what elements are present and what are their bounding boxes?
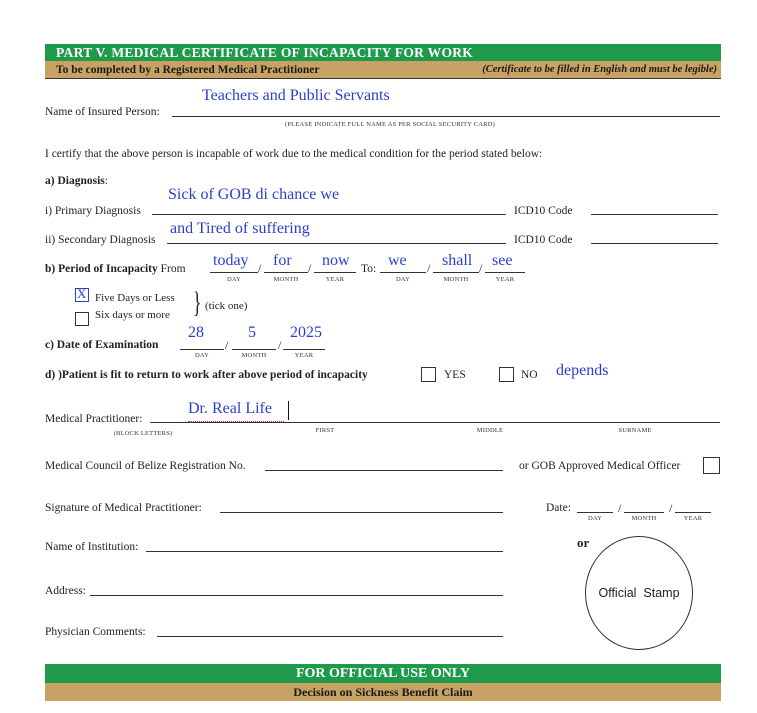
part-title-bar [45, 44, 721, 61]
sig-date-year-line[interactable] [675, 512, 711, 513]
fit-no-checkbox[interactable] [499, 367, 514, 382]
to-label: To: [361, 263, 377, 275]
primary-icd-line[interactable] [591, 214, 718, 215]
certify-text: I certify that the above person is incapable of work due to the medical condition for the period stated below: [45, 148, 543, 160]
official-use-bar [45, 664, 721, 683]
primary-diagnosis-value[interactable]: Sick of GOB di chance we [168, 186, 340, 203]
sig-date-month-line[interactable] [624, 512, 664, 513]
diagnosis-heading: a) Diagnosis: [45, 175, 108, 187]
or-label: or [577, 535, 590, 550]
signature-label: Signature of Medical Practitioner: [45, 502, 202, 514]
six-days-checkbox[interactable] [75, 312, 89, 326]
registration-line[interactable] [265, 470, 503, 471]
period-heading: b) Period of Incapacity From [45, 263, 186, 275]
sig-date-day-line[interactable] [577, 512, 613, 513]
signature-line[interactable] [220, 512, 503, 513]
sig-slash-2: / [669, 501, 673, 515]
to-slash-1: / [427, 261, 431, 275]
from-slash-1: / [258, 261, 262, 275]
to-day-caption: DAY [395, 276, 411, 283]
part-title: PART V. MEDICAL CERTIFICATE OF INCAPACITY FOR WORK [56, 45, 474, 60]
five-days-mark: X [77, 286, 87, 301]
subtitle-right: (Certificate to be filled in English and must be legible) [482, 64, 717, 75]
practitioner-cursor [288, 401, 289, 420]
from-month-caption: MONTH [273, 276, 299, 283]
to-day-line [380, 272, 426, 273]
exam-slash-1: / [225, 338, 229, 352]
secondary-diagnosis-line [167, 243, 506, 244]
to-month-line [433, 272, 479, 273]
exam-day-line [180, 349, 224, 350]
practitioner-cap-middle: MIDDLE [476, 427, 504, 434]
from-day-value[interactable]: today [213, 252, 249, 269]
to-year-value[interactable]: see [492, 252, 513, 269]
spellcheck-underline [188, 421, 284, 422]
fit-yes-label: YES [444, 369, 466, 381]
sig-slash-1: / [618, 501, 622, 515]
insured-value[interactable]: Teachers and Public Servants [202, 87, 390, 104]
from-slash-2: / [308, 261, 312, 275]
comments-label: Physician Comments: [45, 626, 146, 638]
official-stamp-text: Official Stamp [598, 586, 680, 600]
fit-yes-checkbox[interactable] [421, 367, 436, 382]
from-day-caption: DAY [226, 276, 242, 283]
six-days-label: Six days or more [95, 309, 170, 321]
exam-slash-2: / [278, 338, 282, 352]
exam-month-caption: MONTH [241, 352, 267, 359]
from-year-caption: YEAR [325, 276, 345, 283]
insured-caption: (PLEASE INDICATE FULL NAME AS PER SOCIAL SECURITY CARD) [285, 121, 495, 128]
tick-brace: } [192, 286, 202, 319]
secondary-icd-line[interactable] [591, 243, 718, 244]
fit-no-label: NO [521, 369, 538, 381]
exam-day-caption: DAY [194, 352, 210, 359]
to-day-value[interactable]: we [388, 252, 407, 269]
comments-line[interactable] [157, 636, 503, 637]
gob-officer-checkbox[interactable] [703, 457, 720, 474]
institution-line[interactable] [146, 551, 503, 552]
tick-one-label: (tick one) [205, 300, 248, 312]
to-month-value[interactable]: shall [442, 252, 473, 269]
practitioner-cap-block: (BLOCK LETTERS) [113, 430, 173, 437]
five-days-label: Five Days or Less [95, 292, 175, 304]
registration-label: Medical Council of Belize Registration No. [45, 460, 246, 472]
from-month-line [264, 272, 308, 273]
address-line[interactable] [90, 595, 503, 596]
official-use-title: FOR OFFICIAL USE ONLY [295, 666, 471, 681]
practitioner-label: Medical Practitioner: [45, 413, 143, 425]
exam-year-caption: YEAR [294, 352, 314, 359]
decision-title: Decision on Sickness Benefit Claim [293, 685, 473, 699]
exam-month-line [232, 349, 276, 350]
secondary-diagnosis-label: ii) Secondary Diagnosis [45, 234, 156, 246]
practitioner-line [150, 422, 720, 423]
official-stamp-circle [585, 536, 693, 650]
sig-date-day-caption: DAY [587, 515, 603, 522]
fit-note[interactable]: depends [556, 362, 609, 379]
subtitle-left: To be completed by a Registered Medical Practitioner [56, 64, 320, 76]
exam-year-line [283, 349, 325, 350]
from-day-line [210, 272, 258, 273]
from-year-line [314, 272, 356, 273]
decision-bar [45, 683, 721, 701]
secondary-icd-label: ICD10 Code [514, 234, 573, 246]
primary-diagnosis-line [152, 214, 506, 215]
insured-line [172, 116, 720, 117]
fit-heading: d) )Patient is fit to return to work after above period of incapacity [45, 369, 368, 381]
secondary-diagnosis-value[interactable]: and Tired of suffering [170, 220, 310, 237]
exam-day-value[interactable]: 28 [188, 324, 204, 341]
institution-label: Name of Institution: [45, 541, 139, 553]
to-month-caption: MONTH [443, 276, 469, 283]
sig-date-label: Date: [546, 502, 571, 514]
from-month-value[interactable]: for [273, 252, 292, 269]
to-year-line [485, 272, 525, 273]
exam-month-value[interactable]: 5 [248, 324, 256, 341]
subtitle-bar [45, 61, 721, 79]
primary-diagnosis-label: i) Primary Diagnosis [45, 205, 141, 217]
sig-date-month-caption: MONTH [631, 515, 657, 522]
practitioner-cap-surname: SURNAME [618, 427, 652, 434]
practitioner-value[interactable]: Dr. Real Life [188, 400, 272, 417]
to-year-caption: YEAR [495, 276, 515, 283]
examination-heading: c) Date of Examination [45, 339, 159, 351]
address-label: Address: [45, 585, 86, 597]
primary-icd-label: ICD10 Code [514, 205, 573, 217]
exam-year-value[interactable]: 2025 [290, 324, 322, 341]
to-slash-2: / [479, 261, 483, 275]
practitioner-cap-first: FIRST [315, 427, 335, 434]
from-year-value[interactable]: now [322, 252, 350, 269]
gob-officer-label: or GOB Approved Medical Officer [519, 460, 681, 472]
insured-label: Name of Insured Person: [45, 106, 160, 118]
sig-date-year-caption: YEAR [683, 515, 703, 522]
five-days-checkbox[interactable] [75, 288, 89, 302]
